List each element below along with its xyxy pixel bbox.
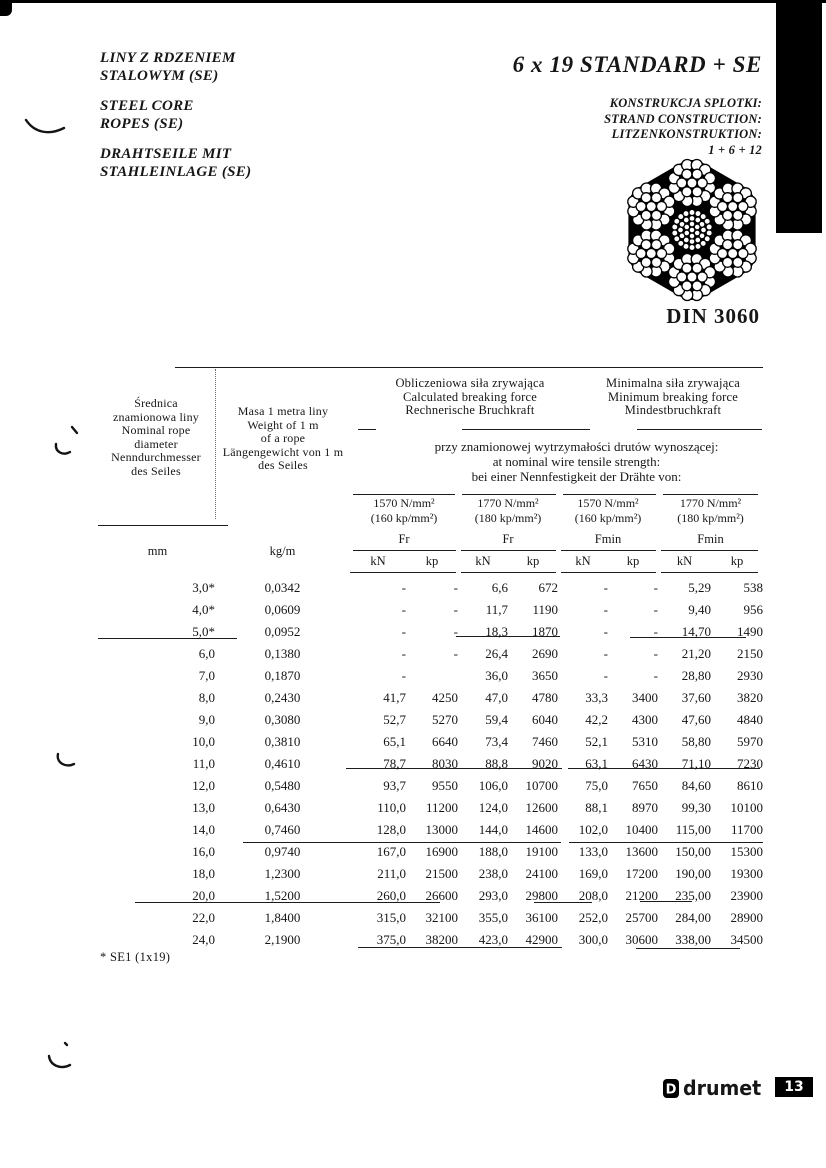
- unit-label-kn: kN: [575, 554, 591, 568]
- force-value-cell: -: [453, 624, 458, 639]
- force-value-cell: 672: [538, 580, 558, 595]
- force-value-cell: 18,3: [485, 624, 508, 639]
- force-value-cell: 188,0: [478, 844, 508, 859]
- force-value-cell: 4780: [532, 690, 558, 705]
- diameter-cell: 3,0*: [192, 580, 215, 595]
- force-value-cell: 63,1: [585, 756, 608, 771]
- title-line: DRAHTSEILE MIT: [100, 146, 232, 162]
- weight-cell: 2,1900: [264, 932, 301, 947]
- unit-label-kn: kN: [370, 554, 386, 568]
- force-value-cell: 5270: [432, 712, 458, 727]
- rule: [353, 550, 456, 551]
- force-value-cell: 11700: [730, 822, 763, 837]
- force-value-cell: 26,4: [485, 646, 508, 661]
- force-value-cell: 423,0: [478, 932, 508, 947]
- force-symbol-label: Fmin: [594, 532, 622, 546]
- construction-line: LITZENKONSTRUKTION:: [611, 127, 762, 141]
- force-value-cell: 252,0: [578, 910, 608, 925]
- force-value-cell: -: [603, 580, 608, 595]
- force-value-cell: -: [401, 602, 406, 617]
- force-value-cell: 29800: [525, 888, 558, 903]
- force-value-cell: 93,7: [383, 778, 406, 793]
- weight-cell: 0,1380: [264, 646, 301, 661]
- weight-cell: 0,3810: [264, 734, 301, 749]
- force-value-cell: 169,0: [578, 866, 608, 881]
- diameter-cell: 5,0*: [192, 624, 215, 639]
- force-value-cell: 17200: [625, 866, 658, 881]
- force-value-cell: 293,0: [478, 888, 508, 903]
- note-line: at nominal wire tensile strength:: [492, 454, 661, 469]
- strength-group-header: [458, 496, 558, 525]
- force-value-cell: 59,4: [485, 712, 508, 727]
- scan-edge-top: [0, 0, 826, 3]
- force-value-cell: 128,0: [376, 822, 406, 837]
- force-value-cell: -: [653, 580, 658, 595]
- weight-cell: 0,4610: [264, 756, 301, 771]
- drumet-emblem-icon: [662, 1078, 680, 1099]
- force-value-cell: 88,1: [585, 800, 608, 815]
- brand-name: drumet: [683, 1076, 762, 1100]
- column-header-calculated-force: [360, 377, 580, 418]
- unit-label-kp: kp: [730, 554, 744, 568]
- force-value-cell: 6430: [632, 756, 658, 771]
- force-value-cell: 12600: [525, 800, 558, 815]
- force-value-cell: 3650: [532, 668, 558, 683]
- force-value-cell: 84,60: [681, 778, 711, 793]
- force-value-cell: 538: [743, 580, 763, 595]
- header-line: Calculated breaking force: [402, 389, 538, 404]
- force-value-cell: 42900: [525, 932, 558, 947]
- force-value-cell: 11200: [425, 800, 458, 815]
- force-value-cell: 78,7: [383, 756, 406, 771]
- force-value-cell: 315,0: [376, 910, 406, 925]
- force-value-cell: 28900: [730, 910, 763, 925]
- force-value-cell: 9,40: [688, 602, 711, 617]
- force-value-cell: 208,0: [578, 888, 608, 903]
- force-value-cell: -: [603, 668, 608, 683]
- force-value-cell: 2930: [737, 668, 763, 683]
- force-value-cell: 33,3: [585, 690, 608, 705]
- standard-label: DIN 3060: [666, 304, 760, 328]
- weight-cell: 0,6430: [264, 800, 301, 815]
- force-value-cell: 16900: [425, 844, 458, 859]
- force-value-cell: 11,7: [485, 602, 508, 617]
- force-value-cell: 3820: [737, 690, 763, 705]
- force-value-cell: 6,6: [491, 580, 508, 595]
- force-value-cell: -: [401, 668, 406, 683]
- group-line: 1770 N/mm²: [477, 496, 539, 510]
- diameter-cell: 10,0: [192, 734, 215, 749]
- weight-cell: 0,3080: [264, 712, 301, 727]
- force-value-cell: 58,80: [681, 734, 711, 749]
- rule: [350, 572, 456, 573]
- table-row: [100, 731, 763, 753]
- force-value-cell: 115,00: [675, 822, 711, 837]
- scan-artifact-corner: [0, 2, 12, 16]
- group-line: (180 kp/mm²): [474, 510, 542, 525]
- diameter-cell: 20,0: [192, 888, 215, 903]
- table-row: [100, 621, 763, 643]
- force-value-cell: 21,20: [681, 646, 711, 661]
- force-symbol-label: Fr: [502, 532, 514, 546]
- table-row: [100, 797, 763, 819]
- force-value-cell: 23900: [730, 888, 763, 903]
- page-number: 13: [784, 1079, 804, 1095]
- header-line: Minimalna siła zrywająca: [606, 376, 740, 390]
- rule: [661, 550, 758, 551]
- force-value-cell: 28,80: [681, 668, 711, 683]
- force-value-cell: 32100: [425, 910, 458, 925]
- title-line: STEEL CORE: [100, 98, 194, 114]
- force-value-cell: 88,8: [485, 756, 508, 771]
- weight-cell: 0,1870: [264, 668, 301, 683]
- table-row: [100, 841, 763, 863]
- force-value-cell: 5970: [737, 734, 763, 749]
- title-line: LINY Z RDZENIEM: [100, 50, 236, 66]
- svg-text:D: D: [665, 1082, 677, 1097]
- force-value-cell: -: [603, 602, 608, 617]
- force-value-cell: 37,60: [681, 690, 711, 705]
- unit-label-kn: kN: [475, 554, 491, 568]
- force-value-cell: 4250: [432, 690, 458, 705]
- table-row: [100, 643, 763, 665]
- force-value-cell: 75,0: [585, 778, 608, 793]
- weight-cell: 0,0609: [264, 602, 301, 617]
- diameter-cell: 6,0: [198, 646, 215, 661]
- weight-cell: 0,0952: [264, 624, 301, 639]
- header-line: des Seiles: [131, 463, 181, 478]
- force-symbol-label: Fmin: [697, 532, 724, 546]
- note-line: przy znamionowej wytrzymałości drutów wynoszącej:: [434, 439, 719, 454]
- force-value-cell: 110,0: [377, 800, 406, 815]
- construction-line: 1 + 6 + 12: [708, 142, 762, 157]
- title-line: ROPES (SE): [100, 115, 184, 132]
- force-value-cell: 956: [743, 602, 763, 617]
- page-number-badge: [775, 1077, 813, 1097]
- group-line: 1770 N/mm²: [679, 496, 742, 510]
- diameter-cell: 24,0: [192, 932, 215, 947]
- force-value-cell: 47,60: [681, 712, 711, 727]
- diameter-cell: 11,0: [192, 756, 215, 771]
- construction-line: KONSTRUKCJA SPLOTKI:: [609, 96, 762, 110]
- title-line: STAHLEINLAGE (SE): [100, 163, 252, 180]
- force-value-cell: 42,2: [585, 712, 608, 727]
- rule: [461, 550, 556, 551]
- table-row: [100, 929, 763, 951]
- unit-label-kp: kp: [626, 554, 640, 568]
- weight-cell: 0,7460: [264, 822, 301, 837]
- header-line: Średnica: [134, 396, 178, 410]
- force-value-cell: 8030: [432, 756, 458, 771]
- force-value-cell: 14600: [525, 822, 558, 837]
- force-value-cell: -: [653, 668, 658, 683]
- force-value-cell: 1490: [737, 624, 763, 639]
- force-value-cell: -: [603, 646, 608, 661]
- force-value-cell: 211,0: [377, 866, 406, 881]
- force-value-cell: 133,0: [578, 844, 608, 859]
- column-header-minimum-force: [578, 377, 768, 418]
- force-value-cell: 338,00: [675, 932, 711, 947]
- force-value-cell: 15300: [730, 844, 763, 859]
- rule: [98, 525, 228, 526]
- force-value-cell: -: [401, 646, 406, 661]
- force-value-cell: -: [653, 602, 658, 617]
- force-value-cell: 238,0: [478, 866, 508, 881]
- page-title: 6 x 19 STANDARD + SE: [512, 52, 762, 77]
- force-value-cell: 4300: [632, 712, 658, 727]
- header-line: Nenndurchmesser: [111, 450, 201, 465]
- force-value-cell: 1190: [532, 602, 558, 617]
- force-value-cell: -: [453, 580, 458, 595]
- force-value-cell: 52,1: [585, 734, 608, 749]
- header-line: Masa 1 metra liny: [237, 404, 329, 418]
- group-line: 1570 N/mm²: [373, 496, 435, 510]
- title-polish: [100, 50, 251, 85]
- force-value-cell: 2690: [532, 646, 558, 661]
- table-row: [100, 709, 763, 731]
- strength-group-header: [658, 496, 763, 525]
- force-value-cell: 41,7: [383, 690, 406, 705]
- force-value-cell: 24100: [525, 866, 558, 881]
- force-value-cell: 9020: [532, 756, 558, 771]
- force-value-cell: 300,0: [578, 932, 608, 947]
- note-line: bei einer Nennfestigkeit der Drähte von:: [471, 469, 682, 484]
- weight-cell: 1,8400: [264, 910, 301, 925]
- diameter-cell: 14,0: [192, 822, 215, 837]
- force-value-cell: 8970: [632, 800, 658, 815]
- force-value-cell: 13600: [625, 844, 658, 859]
- rule: [462, 429, 590, 430]
- force-value-cell: 7460: [532, 734, 558, 749]
- table-row: [100, 687, 763, 709]
- force-value-cell: 4840: [737, 712, 763, 727]
- force-value-cell: 375,0: [376, 932, 406, 947]
- header-line: znamionowa liny: [113, 409, 199, 424]
- rule: [358, 429, 376, 430]
- force-value-cell: 10100: [730, 800, 763, 815]
- force-value-cell: 260,0: [376, 888, 406, 903]
- header-line: of a rope: [260, 431, 306, 446]
- diameter-cell: 13,0: [192, 800, 215, 815]
- table-row: [100, 885, 763, 907]
- header-line: diameter: [134, 436, 178, 451]
- header-line: Mindestbruchkraft: [624, 403, 722, 418]
- title-line: STALOWYM (SE): [100, 67, 219, 84]
- construction-spec: [604, 96, 762, 158]
- diameter-cell: 12,0: [192, 778, 215, 793]
- force-value-cell: 21200: [625, 888, 658, 903]
- strength-group-header: [558, 496, 658, 525]
- force-value-cell: 14,70: [681, 624, 711, 639]
- rule: [175, 367, 763, 368]
- table-row: [100, 599, 763, 621]
- force-value-cell: 13000: [425, 822, 458, 837]
- force-value-cell: [406, 665, 458, 687]
- tensile-strength-note: [390, 439, 763, 484]
- weight-cell: 1,2300: [264, 866, 301, 881]
- force-value-cell: 7230: [737, 756, 763, 771]
- force-value-cell: 10700: [525, 778, 558, 793]
- header-line: Nominal rope: [121, 423, 191, 438]
- group-line: (180 kp/mm²): [677, 510, 744, 525]
- table-row: [100, 753, 763, 775]
- force-value-cell: 26600: [425, 888, 458, 903]
- strength-group-header: [350, 496, 458, 525]
- force-value-cell: 19300: [730, 866, 763, 881]
- diameter-cell: 4,0*: [192, 602, 215, 617]
- title-english: [100, 98, 251, 133]
- rule: [661, 572, 758, 573]
- table-row: [100, 775, 763, 797]
- force-value-cell: -: [453, 602, 458, 617]
- force-value-cell: 144,0: [478, 822, 508, 837]
- force-value-cell: 38200: [425, 932, 458, 947]
- force-value-cell: 99,30: [681, 800, 711, 815]
- diameter-cell: 8,0: [198, 690, 215, 705]
- title-german: [100, 146, 251, 181]
- group-line: (160 kp/mm²): [370, 510, 438, 525]
- diameter-cell: 9,0: [198, 712, 215, 727]
- force-value-cell: -: [653, 646, 658, 661]
- force-value-cell: 25700: [625, 910, 658, 925]
- column-header-weight: [212, 405, 354, 473]
- scan-edge-right: [776, 0, 822, 233]
- force-value-cell: 2150: [737, 646, 763, 661]
- unit-label-kn: kN: [676, 554, 693, 568]
- table-row: [100, 907, 763, 929]
- force-value-cell: 6040: [532, 712, 558, 727]
- unit-label-kp: kp: [526, 554, 540, 568]
- force-value-cell: 235,00: [675, 888, 711, 903]
- weight-cell: 0,0342: [264, 580, 301, 595]
- force-value-cell: 150,00: [675, 844, 711, 859]
- rule: [461, 572, 556, 573]
- units-row: [350, 554, 763, 569]
- weight-cell: 0,2430: [264, 690, 301, 705]
- force-value-cell: 73,4: [485, 734, 508, 749]
- table-row: [100, 577, 763, 599]
- header-line: Rechnerische Bruchkraft: [405, 403, 535, 418]
- group-line: (160 kp/mm²): [574, 510, 642, 525]
- force-value-cell: 1870: [532, 624, 558, 639]
- rule: [637, 429, 762, 430]
- force-value-cell: -: [603, 624, 608, 639]
- header-line: Weight of 1 m: [247, 417, 319, 432]
- header-line: des Seiles: [258, 458, 308, 473]
- force-value-cell: 36100: [525, 910, 558, 925]
- rule: [561, 572, 656, 573]
- force-value-cell: 167,0: [376, 844, 406, 859]
- force-value-cell: 284,00: [675, 910, 711, 925]
- force-value-cell: 190,00: [675, 866, 711, 881]
- header-line: Längengewicht von 1 m: [222, 444, 344, 459]
- force-value-cell: 34500: [730, 932, 763, 947]
- force-value-cell: 7650: [632, 778, 658, 793]
- diameter-cell: 18,0: [192, 866, 215, 881]
- weight-cell: 0,9740: [264, 844, 301, 859]
- footnote: * SE1 (1x19): [100, 950, 171, 964]
- weight-cell: 1,5200: [264, 888, 301, 903]
- force-value-cell: -: [401, 580, 406, 595]
- force-value-cell: 106,0: [478, 778, 508, 793]
- force-value-cell: 36,0: [485, 668, 508, 683]
- force-value-cell: 19100: [525, 844, 558, 859]
- force-value-cell: 3400: [632, 690, 658, 705]
- force-value-cell: 8610: [737, 778, 763, 793]
- group-line: 1570 N/mm²: [577, 496, 639, 510]
- force-value-cell: 65,1: [383, 734, 406, 749]
- force-value-cell: -: [453, 646, 458, 661]
- force-symbol-label: Fr: [398, 532, 410, 546]
- force-value-cell: 30600: [625, 932, 658, 947]
- rope-data-table: [100, 365, 763, 965]
- unit-label-kp: kp: [425, 554, 439, 568]
- diameter-cell: 7,0: [198, 668, 215, 683]
- header-line: Obliczeniowa siła zrywająca: [395, 376, 545, 390]
- weight-cell: 0,5480: [264, 778, 301, 793]
- rope-table-values: [100, 577, 763, 951]
- force-value-cell: 10400: [625, 822, 658, 837]
- force-value-cell: -: [653, 624, 658, 639]
- force-value-cell: 5310: [632, 734, 658, 749]
- force-value-cell: 5,29: [688, 580, 711, 595]
- drumet-logo: [662, 1076, 765, 1100]
- force-value-cell: 71,10: [681, 756, 711, 771]
- force-value-cell: 52,7: [383, 712, 406, 727]
- rope-cross-section-icon: [616, 152, 768, 308]
- unit-label-mm: mm: [147, 544, 168, 558]
- table-row: [100, 863, 763, 885]
- force-value-cell: 9550: [432, 778, 458, 793]
- rule: [561, 550, 656, 551]
- force-value-cell: 6640: [432, 734, 458, 749]
- force-value-cell: 102,0: [578, 822, 608, 837]
- table-body: [100, 577, 763, 951]
- force-value-cell: 124,0: [478, 800, 508, 815]
- construction-line: STRAND CONSTRUCTION:: [604, 111, 762, 126]
- language-titles: [100, 50, 251, 194]
- diameter-cell: 16,0: [192, 844, 215, 859]
- column-header-diameter: [92, 397, 220, 479]
- table-row: [100, 665, 763, 687]
- diameter-cell: 22,0: [192, 910, 215, 925]
- force-value-cell: 355,0: [478, 910, 508, 925]
- unit-label-kgm: kg/m: [269, 544, 296, 558]
- force-value-cell: 47,0: [485, 690, 508, 705]
- header-line: Minimum breaking force: [607, 389, 739, 404]
- table-row: [100, 819, 763, 841]
- force-value-cell: -: [401, 624, 406, 639]
- force-value-cell: 21500: [425, 866, 458, 881]
